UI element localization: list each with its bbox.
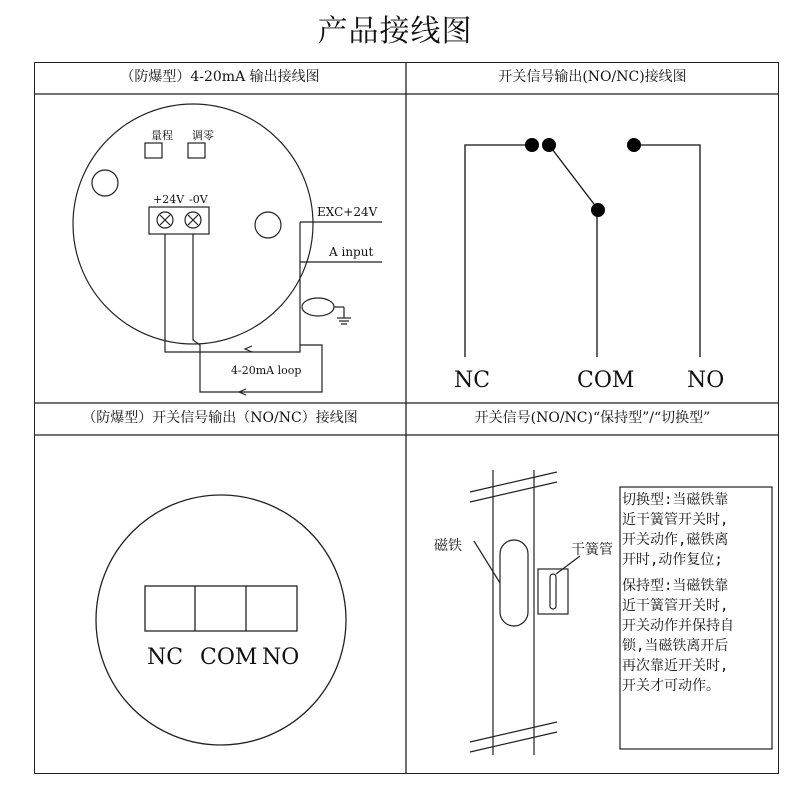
page-title: 产品接线图 [317, 14, 473, 49]
p3-nc-label: NC [147, 645, 184, 670]
housing-circle-2 [96, 495, 346, 745]
latch-mode-note: 保持型:当磁铁靠 近干簧管开关时, 开关动作并保持自 锁,当磁铁离开后 再次靠近开关时, 开关才可动作。 [622, 578, 734, 694]
terminal-block-2 [145, 586, 297, 631]
panel-2-diagram [465, 145, 700, 357]
contacts [525, 138, 641, 217]
shield-ellipse [302, 298, 334, 316]
input-label: A input [329, 245, 374, 259]
mount-hole-right [255, 212, 281, 238]
terminal-minus-label: -0V [189, 193, 208, 206]
loop-label: 4-20mA loop [231, 364, 302, 377]
panel-3-title: （防爆型）开关信号输出（NO/NC）接线图 [82, 410, 358, 426]
terminal-plus-label: +24V [153, 193, 185, 206]
switch-mode-notes [622, 490, 772, 702]
panel-2-title: 开关信号输出(NO/NC)接线图 [498, 69, 687, 85]
zero-label: 调零 [192, 129, 214, 142]
reed-switch-box [538, 569, 568, 614]
p3-no-label: NO [262, 645, 300, 670]
p3-com-label: COM [200, 645, 258, 670]
reed-label: 干簧管 [571, 542, 613, 558]
p2-com-label: COM [577, 368, 635, 393]
toggle-mode-note: 切换型:当磁铁靠 近干簧管开关时, 开关动作,磁铁离 开时,动作复位; [622, 492, 729, 568]
panel-3-diagram [96, 495, 346, 745]
span-pot [145, 143, 162, 158]
p2-nc-label: NC [454, 368, 491, 393]
exc-label: EXC+24V [317, 205, 378, 219]
no-wire [634, 145, 700, 357]
p2-no-label: NO [687, 368, 725, 393]
switch-arm [549, 145, 597, 208]
nc-wire [465, 145, 530, 357]
magnet [500, 540, 528, 626]
mount-hole-left [92, 170, 118, 196]
panel-4-title: 开关信号(NO/NC)“保持型”/“切换型” [474, 410, 711, 426]
reed-switch [550, 574, 556, 609]
terminal-block [149, 207, 209, 234]
magnet-leader [474, 541, 500, 583]
magnet-label: 磁铁 [434, 538, 462, 554]
panel-1-title: （防爆型）4-20mA 输出接线图 [120, 69, 320, 85]
zero-pot [188, 143, 205, 158]
span-label: 量程 [151, 129, 173, 142]
